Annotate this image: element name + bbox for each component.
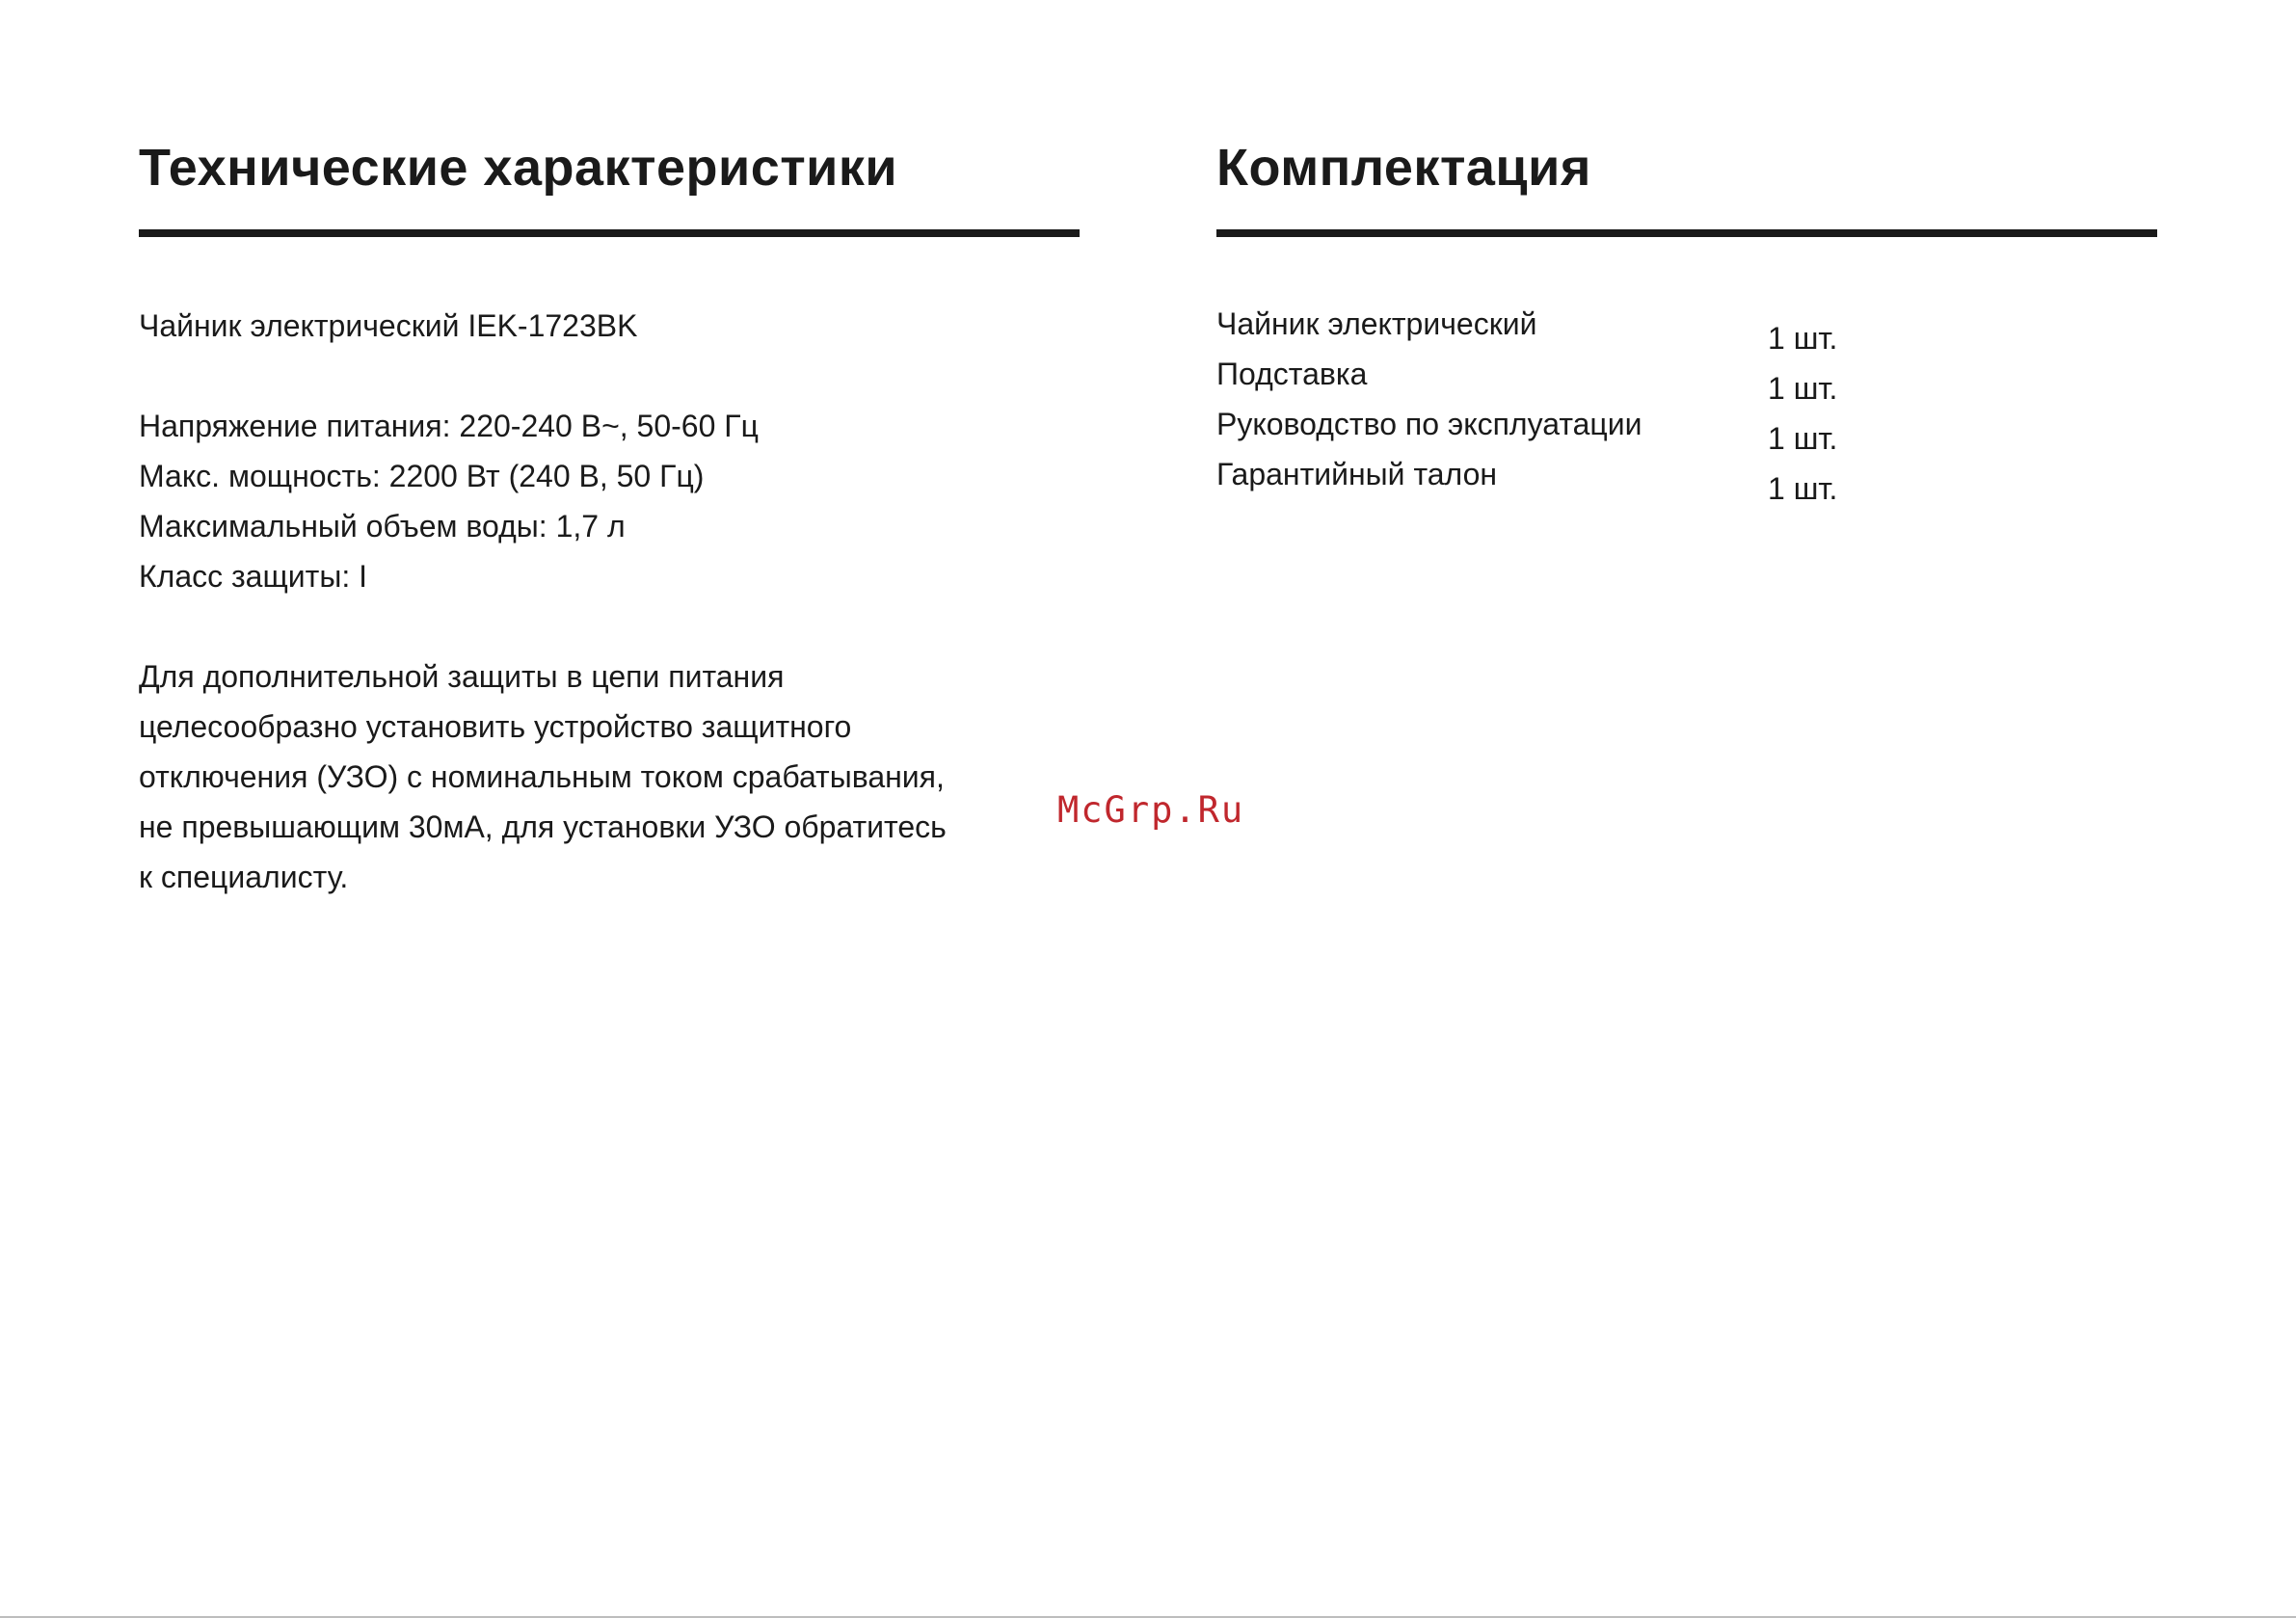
package-contents-heading: Комплектация	[1216, 139, 1591, 197]
kit-item-qty: 1 шт.	[1768, 421, 1838, 456]
safety-note-line: отключения (УЗО) с номинальным током срабатывания,	[139, 759, 945, 794]
safety-note	[139, 651, 947, 902]
safety-note-line: не превышающим 30мА, для установки УЗО обратитесь	[139, 809, 947, 844]
watermark-text: McGrp.Ru	[1057, 789, 1245, 831]
spec-voltage: Напряжение питания: 220-240 В~, 50-60 Гц	[139, 409, 759, 443]
specifications-heading: Технические характеристики	[139, 139, 898, 197]
kit-item-name: Подставка	[1216, 357, 1368, 391]
kit-item-name: Гарантийный талон	[1216, 457, 1498, 491]
safety-note-line: целесообразно установить устройство защитного	[139, 709, 852, 744]
specs-list	[139, 401, 759, 601]
safety-note-line: к специалисту.	[139, 860, 349, 894]
spec-volume: Максимальный объем воды: 1,7 л	[139, 509, 626, 544]
specifications-divider	[139, 229, 1080, 237]
kit-item-name: Чайник электрический	[1216, 306, 1537, 341]
spec-power: Макс. мощность: 2200 Вт (240 В, 50 Гц)	[139, 459, 705, 493]
safety-note-line: Для дополнительной защиты в цепи питания	[139, 659, 785, 694]
kit-item-qty: 1 шт.	[1768, 471, 1838, 506]
package-contents-divider	[1216, 229, 2157, 237]
kit-item-qty: 1 шт.	[1768, 371, 1838, 406]
spec-protection-class: Класс защиты: I	[139, 559, 367, 594]
product-model: Чайник электрический IEK-1723BK	[139, 308, 638, 343]
kit-item-name: Руководство по эксплуатации	[1216, 407, 1642, 441]
kit-item-qty: 1 шт.	[1768, 321, 1838, 356]
